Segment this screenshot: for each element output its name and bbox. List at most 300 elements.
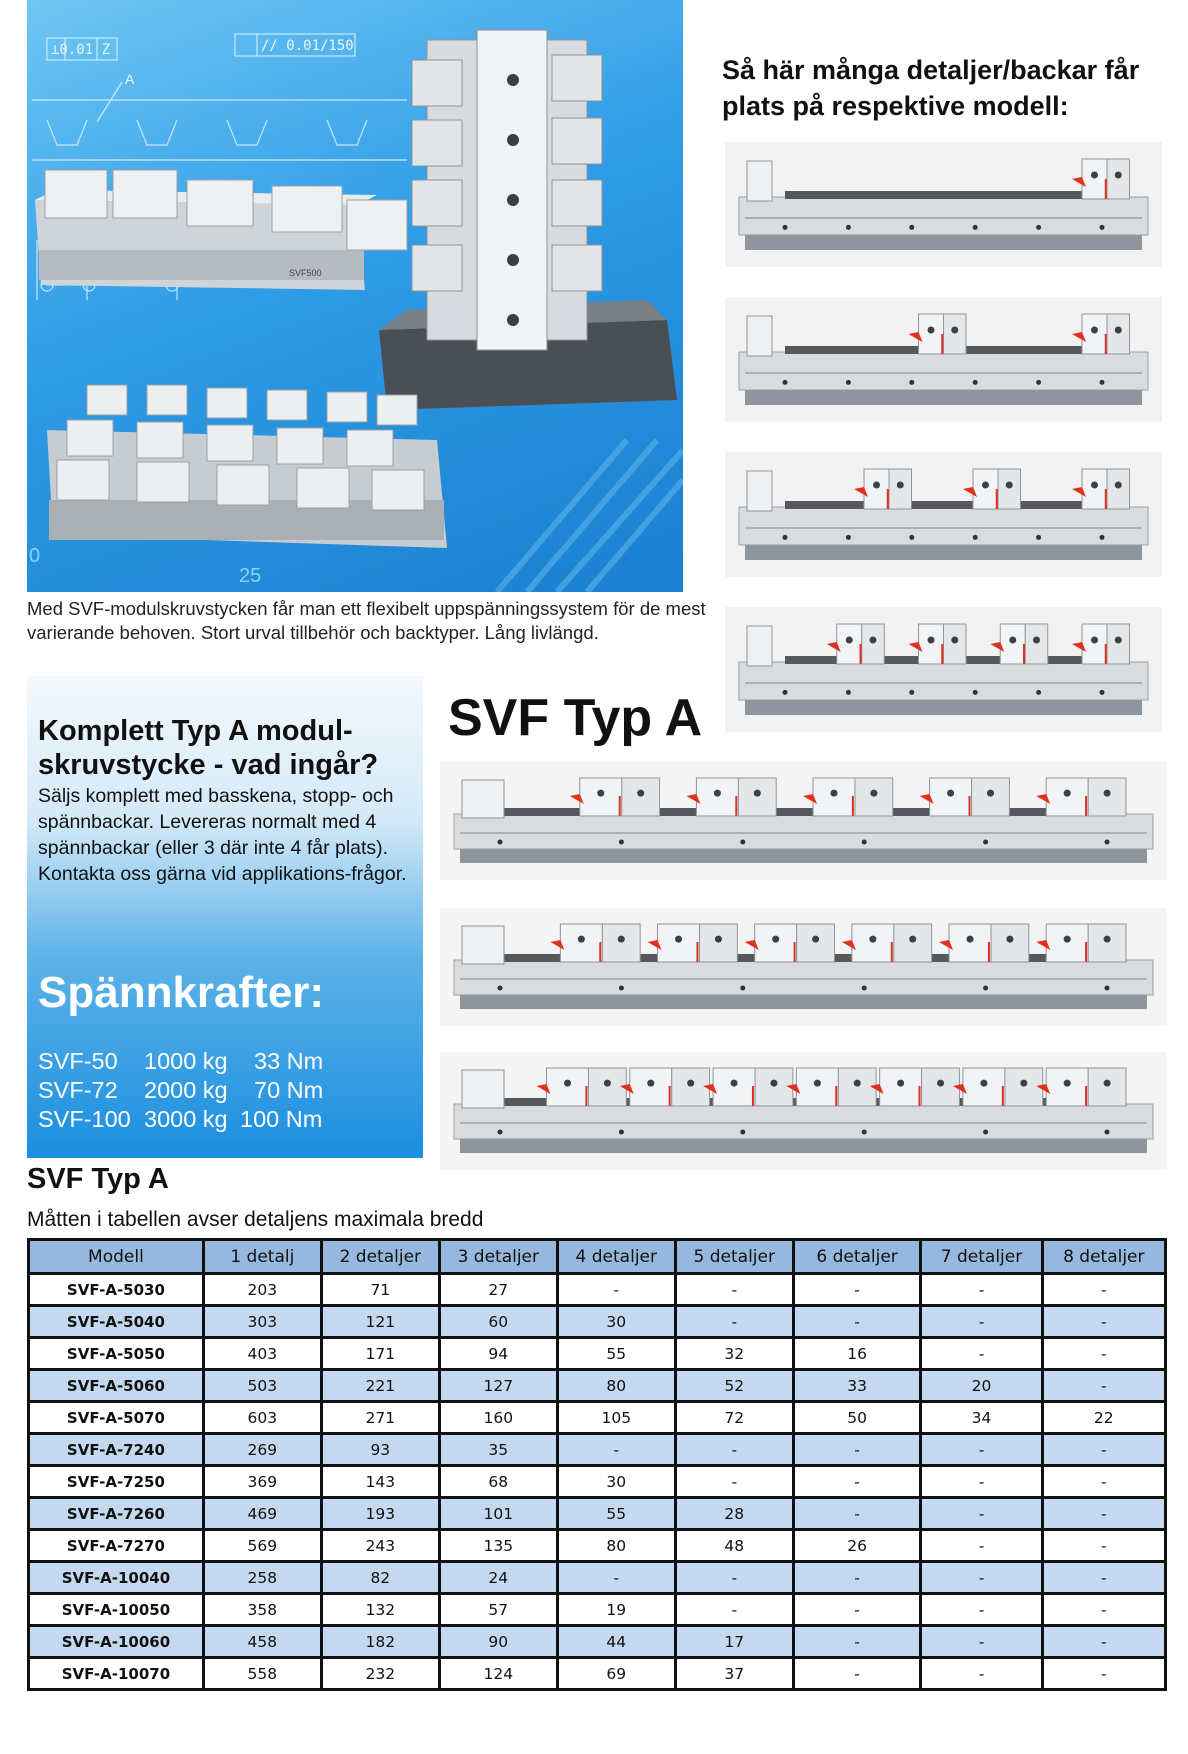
clamp-jaw-back bbox=[1088, 1068, 1126, 1106]
jaw-hole bbox=[897, 1080, 904, 1087]
stop-block bbox=[747, 626, 772, 666]
jaw-hole bbox=[1033, 637, 1040, 644]
rail-body bbox=[739, 197, 1148, 235]
width-cell: - bbox=[793, 1626, 921, 1658]
width-cell: 143 bbox=[321, 1466, 439, 1498]
width-cell: 20 bbox=[921, 1370, 1042, 1402]
width-cell: 33 bbox=[793, 1370, 921, 1402]
stop-block bbox=[462, 926, 504, 964]
rail-bolt bbox=[846, 380, 851, 385]
rail-bolt bbox=[1036, 225, 1041, 230]
rail-bolt bbox=[1036, 380, 1041, 385]
rail-bolt bbox=[1100, 380, 1105, 385]
jaw-hole bbox=[1006, 482, 1013, 489]
table-subtitle: Måtten i tabellen avser detaljens maximala bredd bbox=[27, 1208, 484, 1231]
width-cell: 55 bbox=[557, 1498, 675, 1530]
width-cell: - bbox=[921, 1434, 1042, 1466]
rail-bolt bbox=[783, 380, 788, 385]
column-header: 1 detalj bbox=[203, 1240, 321, 1274]
width-cell: 30 bbox=[557, 1466, 675, 1498]
jaw-hole bbox=[578, 936, 585, 943]
width-cell: 127 bbox=[439, 1370, 557, 1402]
rail-bolt bbox=[740, 986, 745, 991]
rail-bolt bbox=[1036, 535, 1041, 540]
width-cell: - bbox=[793, 1594, 921, 1626]
width-cell: 303 bbox=[203, 1306, 321, 1338]
width-cell: 37 bbox=[675, 1658, 793, 1690]
width-cell: - bbox=[793, 1562, 921, 1594]
jaw-hole bbox=[1104, 1080, 1111, 1087]
force-row bbox=[38, 1077, 418, 1107]
jaw-hole bbox=[564, 1080, 571, 1087]
clamp-jaw-back bbox=[1107, 469, 1130, 509]
clamp-jaw-back bbox=[1088, 924, 1126, 962]
width-cell: - bbox=[921, 1498, 1042, 1530]
jaw-hole bbox=[1091, 172, 1098, 179]
rail-base bbox=[745, 390, 1142, 405]
drawing-label-parallel: // 0.01/150 bbox=[261, 38, 354, 54]
width-cell: - bbox=[793, 1498, 921, 1530]
force-model: SVF-50 bbox=[38, 1048, 118, 1074]
width-cell: - bbox=[921, 1658, 1042, 1690]
rail-bolt bbox=[498, 986, 503, 991]
jaw-hole bbox=[909, 936, 916, 943]
width-cell: 243 bbox=[321, 1530, 439, 1562]
rail-bolt bbox=[909, 225, 914, 230]
wide-rail-image-3 bbox=[440, 1052, 1167, 1170]
stop-block bbox=[462, 1070, 504, 1108]
width-cell: - bbox=[1042, 1466, 1165, 1498]
width-cell: - bbox=[1042, 1498, 1165, 1530]
width-cell: 28 bbox=[675, 1498, 793, 1530]
clamp-jaw bbox=[630, 1068, 672, 1106]
jaw-hole bbox=[812, 936, 819, 943]
width-cell: 271 bbox=[321, 1402, 439, 1434]
rail-base bbox=[460, 995, 1147, 1009]
force-kg: 1000 kg bbox=[144, 1048, 228, 1074]
jaw-capacity-title: Så här många detaljer/backar får plats på respektive modell: bbox=[722, 55, 1140, 121]
clamp-jaw-back bbox=[944, 624, 967, 664]
width-cell: 55 bbox=[557, 1338, 675, 1370]
rail-base bbox=[745, 545, 1142, 560]
width-cell: - bbox=[921, 1530, 1042, 1562]
clamp-jaw-back bbox=[622, 778, 660, 816]
width-cell: 24 bbox=[439, 1562, 557, 1594]
table-row bbox=[29, 1498, 1166, 1530]
rail-bolt bbox=[973, 690, 978, 695]
rail-bolt bbox=[619, 840, 624, 845]
model-cell: SVF-A-7270 bbox=[29, 1530, 204, 1562]
width-cell: 57 bbox=[439, 1594, 557, 1626]
clamp-jaw-back bbox=[838, 1068, 876, 1106]
clamp-jaw bbox=[1046, 778, 1088, 816]
clamp-jaw-back bbox=[1107, 159, 1130, 199]
jaw-hole bbox=[1115, 327, 1122, 334]
column-header: 4 detaljer bbox=[557, 1240, 675, 1274]
width-cell: - bbox=[1042, 1530, 1165, 1562]
rail-bolt bbox=[1100, 225, 1105, 230]
rail-bolt bbox=[1105, 986, 1110, 991]
stop-block bbox=[747, 316, 772, 356]
jaw-hole bbox=[928, 637, 935, 644]
clamp-jaw-back bbox=[700, 924, 738, 962]
clamp-jaw-back bbox=[944, 314, 967, 354]
model-cell: SVF-A-5060 bbox=[29, 1370, 204, 1402]
rail-drawing-1 bbox=[725, 142, 1162, 267]
width-cell: 232 bbox=[321, 1658, 439, 1690]
clamp-jaw-back bbox=[755, 1068, 793, 1106]
column-header: Modell bbox=[29, 1240, 204, 1274]
width-cell: - bbox=[1042, 1434, 1165, 1466]
stop-block bbox=[747, 471, 772, 511]
jaw-hole bbox=[870, 637, 877, 644]
table-row bbox=[29, 1658, 1166, 1690]
jaw-hole bbox=[1091, 637, 1098, 644]
clamp-jaw bbox=[546, 1068, 588, 1106]
rail-bolt bbox=[1036, 690, 1041, 695]
rail-bolt bbox=[1100, 535, 1105, 540]
width-cell: - bbox=[675, 1274, 793, 1306]
width-cell: - bbox=[793, 1658, 921, 1690]
jaw-hole bbox=[1115, 637, 1122, 644]
info-heading: Komplett Typ A modul-skruvstycke - vad ingår? bbox=[38, 715, 379, 781]
width-cell: 17 bbox=[675, 1626, 793, 1658]
clamp-jaw bbox=[755, 924, 797, 962]
clamp-jaw bbox=[1046, 1068, 1088, 1106]
table-row bbox=[29, 1466, 1166, 1498]
clamp-jaw-back bbox=[922, 1068, 960, 1106]
clamp-jaw bbox=[1082, 314, 1107, 354]
wide-rail-drawing-2 bbox=[440, 908, 1167, 1026]
rail-bolt bbox=[619, 1130, 624, 1135]
rail-base bbox=[745, 235, 1142, 250]
jaw-hole bbox=[854, 1080, 861, 1087]
jaw-hole bbox=[870, 790, 877, 797]
width-cell: - bbox=[1042, 1626, 1165, 1658]
force-kg: 3000 kg bbox=[144, 1106, 228, 1132]
clamp-jaw bbox=[837, 624, 862, 664]
jaw-hole bbox=[897, 482, 904, 489]
jaw-hole bbox=[873, 482, 880, 489]
width-cell: - bbox=[921, 1562, 1042, 1594]
model-cell: SVF-A-5040 bbox=[29, 1306, 204, 1338]
rail-bolt bbox=[740, 1130, 745, 1135]
width-cell: - bbox=[921, 1626, 1042, 1658]
rail-base bbox=[460, 1139, 1147, 1153]
jaw-hole bbox=[770, 1080, 777, 1087]
jaw-hole bbox=[687, 1080, 694, 1087]
width-cell: 80 bbox=[557, 1370, 675, 1402]
width-cell: - bbox=[921, 1306, 1042, 1338]
rail-bolt bbox=[862, 1130, 867, 1135]
table-row bbox=[29, 1626, 1166, 1658]
width-cell: 48 bbox=[675, 1530, 793, 1562]
rail-drawing-2 bbox=[725, 297, 1162, 422]
clamp-jaw-back bbox=[972, 778, 1010, 816]
jaw-hole bbox=[980, 1080, 987, 1087]
width-cell: - bbox=[675, 1466, 793, 1498]
table-row bbox=[29, 1530, 1166, 1562]
model-cell: SVF-A-5050 bbox=[29, 1338, 204, 1370]
clamp-jaw bbox=[813, 778, 855, 816]
width-cell: 22 bbox=[1042, 1402, 1165, 1434]
width-cell: 90 bbox=[439, 1626, 557, 1658]
width-cell: 60 bbox=[439, 1306, 557, 1338]
rail-bolt bbox=[1105, 1130, 1110, 1135]
width-cell: 135 bbox=[439, 1530, 557, 1562]
jaw-hole bbox=[947, 790, 954, 797]
width-cell: 71 bbox=[321, 1274, 439, 1306]
width-cell: 558 bbox=[203, 1658, 321, 1690]
width-cell: - bbox=[675, 1434, 793, 1466]
jaw-hole bbox=[982, 482, 989, 489]
width-cell: - bbox=[557, 1434, 675, 1466]
width-cell: 68 bbox=[439, 1466, 557, 1498]
force-model: SVF-100 bbox=[38, 1106, 131, 1132]
spec-table bbox=[27, 1238, 1167, 1691]
column-header: 8 detaljer bbox=[1042, 1240, 1165, 1274]
clamp-jaw bbox=[1000, 624, 1025, 664]
clamp-jaw bbox=[919, 624, 944, 664]
rail-bolt bbox=[909, 535, 914, 540]
column-header: 5 detaljer bbox=[675, 1240, 793, 1274]
width-cell: - bbox=[793, 1466, 921, 1498]
drawing-label-flatness: ⊥0.01 Z bbox=[51, 42, 111, 58]
table-row bbox=[29, 1402, 1166, 1434]
jaw-hole bbox=[987, 790, 994, 797]
clamp-jaw-back bbox=[1025, 624, 1048, 664]
width-cell: - bbox=[675, 1306, 793, 1338]
rail-bolt bbox=[846, 225, 851, 230]
width-cell: - bbox=[921, 1274, 1042, 1306]
width-cell: - bbox=[1042, 1658, 1165, 1690]
rail-bolt bbox=[783, 690, 788, 695]
width-cell: 32 bbox=[675, 1338, 793, 1370]
width-cell: 132 bbox=[321, 1594, 439, 1626]
rail-slot bbox=[785, 191, 1102, 199]
clamp-jaw bbox=[658, 924, 700, 962]
jaw-hole bbox=[869, 936, 876, 943]
hero-illustration bbox=[27, 0, 683, 592]
width-cell: 469 bbox=[203, 1498, 321, 1530]
width-cell: 160 bbox=[439, 1402, 557, 1434]
hero-image bbox=[27, 0, 683, 592]
width-cell: 72 bbox=[675, 1402, 793, 1434]
jaw-hole bbox=[1020, 1080, 1027, 1087]
clamp-jaw bbox=[930, 778, 972, 816]
model-cell: SVF-A-10040 bbox=[29, 1562, 204, 1594]
table-row bbox=[29, 1434, 1166, 1466]
jaw-hole bbox=[1006, 936, 1013, 943]
clamp-jaw-back bbox=[1088, 778, 1126, 816]
rail-body bbox=[739, 662, 1148, 700]
width-cell: - bbox=[793, 1306, 921, 1338]
rail-bolt bbox=[783, 535, 788, 540]
clamp-jaw bbox=[919, 314, 944, 354]
rail-bolt bbox=[983, 986, 988, 991]
jaw-hole bbox=[675, 936, 682, 943]
jaw-hole bbox=[597, 790, 604, 797]
wide-rail-image-2 bbox=[440, 908, 1167, 1026]
jaw-hole bbox=[831, 790, 838, 797]
wide-rail-drawing-1 bbox=[440, 762, 1167, 880]
width-cell: - bbox=[1042, 1562, 1165, 1594]
width-cell: 171 bbox=[321, 1338, 439, 1370]
clamp-jaw bbox=[949, 924, 991, 962]
jaw-hole bbox=[951, 637, 958, 644]
jaw-hole bbox=[637, 790, 644, 797]
width-cell: 603 bbox=[203, 1402, 321, 1434]
jaw-hole bbox=[772, 936, 779, 943]
width-cell: 369 bbox=[203, 1466, 321, 1498]
jaw-hole bbox=[1064, 1080, 1071, 1087]
jaw-hole bbox=[1064, 936, 1071, 943]
clamp-jaw-back bbox=[1005, 1068, 1043, 1106]
clamp-jaw-back bbox=[855, 778, 893, 816]
clamp-jaw-back bbox=[894, 924, 932, 962]
width-cell: 258 bbox=[203, 1562, 321, 1594]
width-cell: - bbox=[921, 1338, 1042, 1370]
width-cell: 44 bbox=[557, 1626, 675, 1658]
clamp-jaw-back bbox=[998, 469, 1021, 509]
clamp-jaw-back bbox=[889, 469, 912, 509]
hero-caption: Med SVF-modulskruvstycken får man ett flexibelt uppspänningssystem för de mest varierande behoven. Stort urval tillbehör och backtyper. Lång livlängd. bbox=[27, 598, 706, 643]
width-cell: 121 bbox=[321, 1306, 439, 1338]
jaw-hole bbox=[928, 327, 935, 334]
width-cell: 203 bbox=[203, 1274, 321, 1306]
svf-type-a-heading: SVF Typ A bbox=[448, 689, 703, 747]
jaw-hole bbox=[715, 936, 722, 943]
width-cell: 269 bbox=[203, 1434, 321, 1466]
width-cell: - bbox=[1042, 1594, 1165, 1626]
wide-rail-image-1 bbox=[440, 762, 1167, 880]
wide-rail-drawing-3 bbox=[440, 1052, 1167, 1170]
rail-bolt bbox=[862, 986, 867, 991]
width-cell: 124 bbox=[439, 1658, 557, 1690]
table-row bbox=[29, 1306, 1166, 1338]
rail-stamp-hero: SVF500 bbox=[289, 268, 322, 278]
jaw-hole bbox=[814, 1080, 821, 1087]
table-row bbox=[29, 1370, 1166, 1402]
force-nm: 100 Nm bbox=[240, 1106, 323, 1132]
width-cell: 101 bbox=[439, 1498, 557, 1530]
force-row bbox=[38, 1048, 418, 1078]
jaw-hole bbox=[1104, 790, 1111, 797]
rail-bolt bbox=[909, 380, 914, 385]
jaw-hole bbox=[731, 1080, 738, 1087]
width-cell: 193 bbox=[321, 1498, 439, 1530]
model-cell: SVF-A-10050 bbox=[29, 1594, 204, 1626]
table-row bbox=[29, 1274, 1166, 1306]
width-cell: - bbox=[1042, 1370, 1165, 1402]
width-cell: 458 bbox=[203, 1626, 321, 1658]
clamp-jaw bbox=[796, 1068, 838, 1106]
force-nm: 70 Nm bbox=[254, 1077, 324, 1103]
clamp-jaw bbox=[963, 1068, 1005, 1106]
width-cell: - bbox=[921, 1594, 1042, 1626]
clamp-jaw-back bbox=[602, 924, 640, 962]
rail-drawing-4 bbox=[725, 607, 1162, 732]
jaw-hole bbox=[1009, 637, 1016, 644]
clamp-jaw bbox=[880, 1068, 922, 1106]
width-cell: 35 bbox=[439, 1434, 557, 1466]
stop-block bbox=[462, 780, 504, 818]
model-cell: SVF-A-5030 bbox=[29, 1274, 204, 1306]
model-cell: SVF-A-5070 bbox=[29, 1402, 204, 1434]
width-cell: 34 bbox=[921, 1402, 1042, 1434]
rail-bolt bbox=[973, 225, 978, 230]
rail-slot bbox=[785, 501, 1102, 509]
info-body: Säljs komplett med basskena, stopp- och spännbackar. Levereras normalt med 4 spännbackar (eller 3 där inte 4 får plats). Kontakta oss gärna vid applikations-frågor. bbox=[38, 785, 407, 885]
jaw-hole bbox=[967, 936, 974, 943]
rail-bolt bbox=[909, 690, 914, 695]
width-cell: - bbox=[1042, 1306, 1165, 1338]
jaw-hole bbox=[1115, 482, 1122, 489]
force-row bbox=[38, 1106, 418, 1136]
rail-bolt bbox=[983, 840, 988, 845]
vise-multi-rail bbox=[47, 385, 447, 548]
rail-bolt bbox=[619, 986, 624, 991]
rail-bolt bbox=[973, 535, 978, 540]
table-row bbox=[29, 1562, 1166, 1594]
width-cell: 221 bbox=[321, 1370, 439, 1402]
width-cell: 358 bbox=[203, 1594, 321, 1626]
rail-bolt bbox=[498, 1130, 503, 1135]
width-cell: 69 bbox=[557, 1658, 675, 1690]
width-cell: 50 bbox=[793, 1402, 921, 1434]
column-header: 2 detaljer bbox=[321, 1240, 439, 1274]
rail-image-2 bbox=[725, 297, 1162, 422]
model-cell: SVF-A-10070 bbox=[29, 1658, 204, 1690]
width-cell: 105 bbox=[557, 1402, 675, 1434]
drawing-label-zero: 0 bbox=[29, 545, 41, 567]
jaw-hole bbox=[1115, 172, 1122, 179]
width-cell: - bbox=[675, 1594, 793, 1626]
model-cell: SVF-A-10060 bbox=[29, 1626, 204, 1658]
rail-image-3 bbox=[725, 452, 1162, 577]
rail-drawing-3 bbox=[725, 452, 1162, 577]
clamp-jaw bbox=[973, 469, 998, 509]
width-cell: - bbox=[1042, 1274, 1165, 1306]
clamp-jaw bbox=[1082, 469, 1107, 509]
rail-bolt bbox=[1100, 690, 1105, 695]
column-header: 6 detaljer bbox=[793, 1240, 921, 1274]
rail-body bbox=[454, 960, 1153, 995]
model-cell: SVF-A-7250 bbox=[29, 1466, 204, 1498]
table-row bbox=[29, 1594, 1166, 1626]
rail-bolt bbox=[783, 225, 788, 230]
width-cell: 52 bbox=[675, 1370, 793, 1402]
clamp-jaw-back bbox=[1107, 314, 1130, 354]
clamp-jaw bbox=[864, 469, 889, 509]
width-cell: 403 bbox=[203, 1338, 321, 1370]
clamp-jaw bbox=[1082, 624, 1107, 664]
clamp-jaw bbox=[1082, 159, 1107, 199]
width-cell: 16 bbox=[793, 1338, 921, 1370]
width-cell: 80 bbox=[557, 1530, 675, 1562]
width-cell: - bbox=[793, 1434, 921, 1466]
stop-block bbox=[747, 161, 772, 201]
clamp-jaw-back bbox=[862, 624, 885, 664]
rail-bolt bbox=[983, 1130, 988, 1135]
jaw-hole bbox=[1064, 790, 1071, 797]
jaw-hole bbox=[754, 790, 761, 797]
width-cell: 19 bbox=[557, 1594, 675, 1626]
clamp-jaw bbox=[1046, 924, 1088, 962]
rail-body bbox=[454, 814, 1153, 849]
drawing-label-a: A bbox=[125, 71, 135, 87]
width-cell: - bbox=[557, 1274, 675, 1306]
